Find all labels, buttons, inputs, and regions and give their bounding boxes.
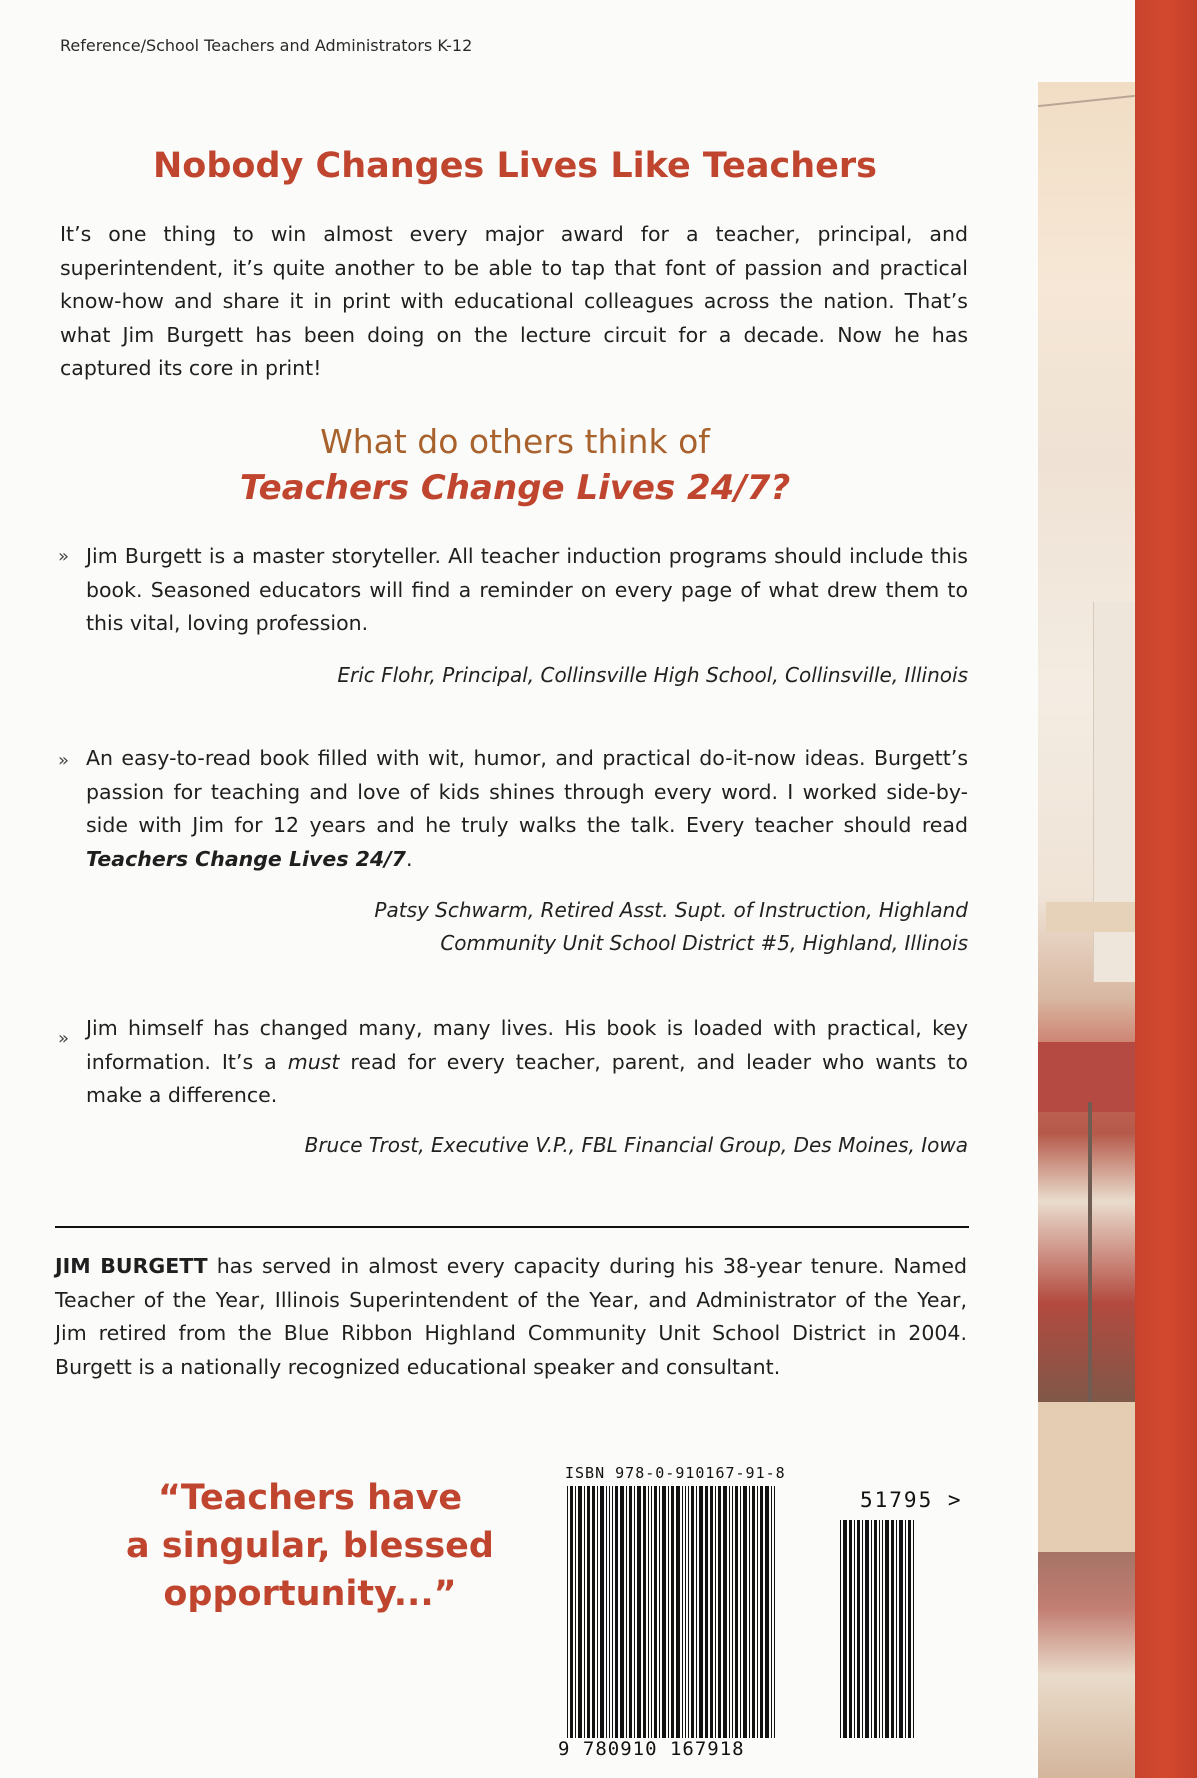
barcode-bar [671, 1486, 674, 1738]
barcode-bar [648, 1486, 649, 1738]
barcode-bar [651, 1486, 652, 1738]
barcode-bar [662, 1486, 666, 1738]
price-barcode-bar [905, 1520, 906, 1738]
price-barcode [840, 1520, 964, 1738]
barcode-bar [723, 1486, 727, 1738]
barcode-bar [749, 1486, 750, 1738]
barcode-bar [743, 1486, 747, 1738]
pull-quote-line-2: a singular, blessed [126, 1526, 494, 1566]
photo-desk [1038, 1402, 1135, 1552]
headline: Nobody Changes Lives Like Teachers [153, 146, 877, 186]
testimonial-text-main: An easy-to-read book filled with wit, humor, and practical do-it-now ideas. Burgett’s passion for teaching and love of kids shines through every word. I worked side-by-side with Jim for 12 years and he truly walks the talk. Every teacher should read [86, 746, 968, 837]
author-name: JIM BURGETT [55, 1254, 208, 1278]
barcode-bar [676, 1486, 680, 1738]
price-barcode-bar [843, 1520, 847, 1738]
question-line-2: Teachers Change Lives 24/7? [239, 468, 791, 508]
price-barcode-bar [862, 1520, 863, 1738]
barcode-bar [612, 1486, 613, 1738]
barcode-bar [718, 1486, 721, 1738]
must-emphasis: must [287, 1049, 340, 1074]
barcode-bar [740, 1486, 741, 1738]
divider [55, 1226, 969, 1228]
testimonial-text-after: read for every teacher, parent, and leader who wants to make a difference. [86, 1049, 968, 1107]
isbn-label: ISBN 978-0-910167-91-8 [565, 1464, 786, 1482]
book-title-emphasis: Teachers Change Lives 24/7 [86, 846, 406, 871]
photo-chair-leg [1088, 1102, 1092, 1402]
bullet-icon-3: » [58, 1028, 70, 1049]
testimonial-attribution [86, 894, 968, 960]
barcode-bar [685, 1486, 686, 1738]
price-barcode-bar [896, 1520, 897, 1738]
price-barcode-bar [849, 1520, 852, 1738]
price-barcode-bar [854, 1520, 855, 1738]
author-bio-text: has served in almost every capacity during his 38-year tenure. Named Teacher of the Year, Illinois Superintendent of the Year, and Administrator of the Year, Jim retired from the Blue Ribbon Highland Community Unit School District in 2004. Burgett is a nationally recognized educational speaker and consultant. [55, 1254, 967, 1379]
cover-photo-classroom [1038, 82, 1135, 1778]
barcode-bar [757, 1486, 758, 1738]
barcode-bar [609, 1486, 610, 1738]
barcode-bar [732, 1486, 733, 1738]
barcode-bar [584, 1486, 585, 1738]
isbn-barcode [567, 1486, 819, 1738]
barcode-bar [626, 1486, 627, 1738]
barcode-bar [715, 1486, 716, 1738]
barcode-bar [771, 1486, 772, 1738]
photo-chair [1038, 1042, 1135, 1112]
barcode-bar [587, 1486, 590, 1738]
author-bio [55, 1250, 967, 1384]
barcode-bar [578, 1486, 582, 1738]
testimonial-text-before: Jim himself has changed many, many lives. His book is loaded with practical, key information. It’s a [86, 1016, 968, 1074]
price-barcode-bar [871, 1520, 872, 1738]
barcode-bar [637, 1486, 641, 1738]
question-line-1: What do others think of [320, 422, 710, 461]
barcode-bar [659, 1486, 660, 1738]
price-barcode-bar [885, 1520, 889, 1738]
barcode-bar [654, 1486, 657, 1738]
testimonial-text-end: . [405, 846, 413, 871]
book-spine [1135, 0, 1197, 1778]
barcode-bar [765, 1486, 769, 1738]
barcode-bar [699, 1486, 703, 1738]
barcode-bar [735, 1486, 738, 1738]
barcode-bar [668, 1486, 669, 1738]
pull-quote-line-3: opportunity...” [163, 1574, 457, 1614]
barcode-bar [592, 1486, 595, 1738]
barcode-bar [567, 1486, 568, 1738]
price-barcode-bar [874, 1520, 877, 1738]
pull-quote-line-1: “Teachers have [157, 1478, 463, 1518]
barcode-digits: 9 780910 167918 [558, 1738, 745, 1760]
barcode-bar [606, 1486, 607, 1738]
barcode-bar [643, 1486, 646, 1738]
price-barcode-bar [899, 1520, 903, 1738]
price-barcode-bar [857, 1520, 860, 1738]
price-barcode-bar [891, 1520, 894, 1738]
barcode-bar [729, 1486, 730, 1738]
barcode-bar [629, 1486, 632, 1738]
barcode-bar [760, 1486, 763, 1738]
barcode-bar [774, 1486, 775, 1738]
price-barcode-bar [840, 1520, 841, 1738]
attribution-line-2: Community Unit School District #5, Highland, Illinois [440, 931, 968, 955]
bullet-icon: » [58, 546, 70, 567]
price-barcode-bar [913, 1520, 914, 1738]
barcode-bar [688, 1486, 689, 1738]
price-barcode-bar [879, 1520, 880, 1738]
barcode-bar [705, 1486, 708, 1738]
barcode-bar [710, 1486, 713, 1738]
price-barcode-bar [882, 1520, 883, 1738]
barcode-bar [620, 1486, 624, 1738]
testimonial-attribution: Eric Flohr, Principal, Collinsville High School, Collinsville, Illinois [337, 663, 968, 687]
barcode-bar [575, 1486, 576, 1738]
barcode-bar [691, 1486, 694, 1738]
testimonial-text: Jim Burgett is a master storyteller. All teacher induction programs should include this book. Seasoned educators will find a reminder on every page of what drew them to this vital, loving profession. [86, 544, 968, 635]
category-label: Reference/School Teachers and Administrators K-12 [60, 36, 473, 55]
bullet-icon-2: » [58, 750, 70, 771]
intro-paragraph: It’s one thing to win almost every major award for a teacher, principal, and superintendent, it’s quite another to be able to tap that font of passion and practical know-how and share it in print with educational colleagues across the nation. That’s what Jim Burgett has been doing on the lecture circuit for a decade. Now he has captured its core in print! [60, 222, 968, 380]
testimonial-text [86, 1012, 968, 1113]
pull-quote [125, 1474, 495, 1618]
barcode-bar [615, 1486, 618, 1738]
barcode-bar [570, 1486, 573, 1738]
photo-ceiling-line [1038, 95, 1135, 107]
barcode-bar [682, 1486, 683, 1738]
barcode-bar [597, 1486, 598, 1738]
testimonial-text [86, 742, 968, 876]
barcode-bar [696, 1486, 697, 1738]
photo-desk [1046, 902, 1135, 932]
barcode-bar [634, 1486, 635, 1738]
barcode-bar [752, 1486, 755, 1738]
price-barcode-bar [908, 1520, 911, 1738]
price-code: 51795 > [860, 1488, 963, 1512]
barcode-bar [600, 1486, 604, 1738]
price-barcode-bar [865, 1520, 869, 1738]
testimonial-attribution: Bruce Trost, Executive V.P., FBL Financial Group, Des Moines, Iowa [304, 1133, 968, 1157]
attribution-line-1: Patsy Schwarm, Retired Asst. Supt. of Instruction, Highland [374, 898, 968, 922]
